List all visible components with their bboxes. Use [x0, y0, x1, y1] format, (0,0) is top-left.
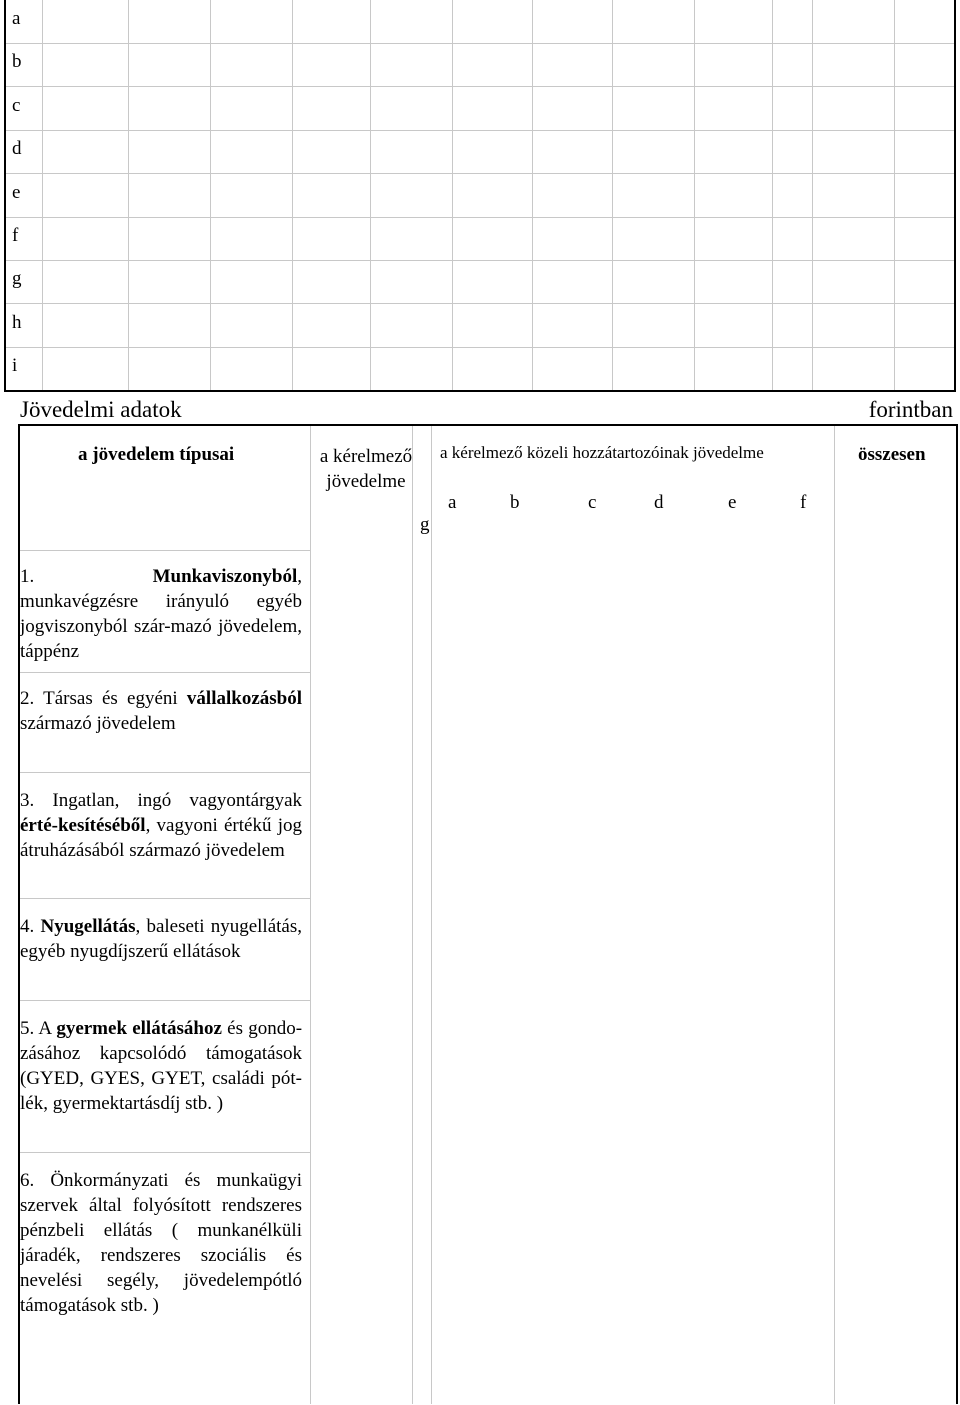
header-member-letter: g	[420, 514, 430, 535]
header-applicant-income: a kérelmező jövedelme	[319, 446, 413, 492]
header-member-letter: b	[510, 492, 520, 513]
top-grid	[4, 0, 956, 392]
header-member-letter: c	[588, 492, 597, 513]
grid-line	[694, 0, 695, 390]
top-grid-row-label: c	[12, 94, 21, 116]
column-divider	[310, 426, 311, 1404]
header-member-letter: f	[800, 492, 807, 513]
header-income-type: a jövedelem típusai	[78, 444, 235, 465]
grid-line	[128, 0, 129, 390]
row-text-segment: Munkaviszonyból	[34, 566, 298, 587]
top-grid-row-label: b	[12, 51, 22, 73]
income-row-property-sale	[20, 788, 302, 863]
row-divider	[20, 1000, 310, 1001]
row-text-segment: Nyugellátás	[34, 916, 136, 937]
row-text-segment: és gondo-zásához kapcsolódó támogatások (GYED, GYES, GYET, családi pót-lék, gyermektartásdíj stb. )	[20, 1018, 303, 1114]
header-member-letter: e	[728, 492, 737, 513]
row-text-segment: , munkavégzésre irányuló egyéb jogviszonyból szár-mazó jövedelem, táppénz	[20, 566, 302, 662]
grid-line	[772, 0, 773, 390]
row-number: 4.	[20, 916, 35, 937]
row-text-segment: vállalkozásból	[186, 688, 302, 709]
header-relatives-income: a kérelmező közeli hozzátartozóinak jövedelme	[440, 443, 764, 462]
section-title: Jövedelmi adatok	[20, 397, 182, 422]
row-number: 3.	[20, 790, 35, 811]
row-divider	[20, 550, 310, 551]
row-divider	[20, 772, 310, 773]
grid-line	[532, 0, 533, 390]
top-grid-row-label: a	[12, 8, 21, 29]
row-text-segment: A	[34, 1018, 57, 1039]
grid-line	[894, 0, 895, 390]
grid-line	[292, 0, 293, 390]
row-number: 2.	[20, 688, 35, 709]
row-text-segment: származó jövedelem	[20, 713, 176, 734]
grid-line	[812, 0, 813, 390]
header-total: összesen	[858, 444, 926, 465]
row-text-segment: Társas és egyéni	[34, 688, 187, 709]
top-grid-row-label: e	[12, 181, 21, 203]
row-text-segment: Önkormányzati és munkaügyi szervek által folyósított rendszeres pénzbeli ellátás ( munkanélküli járadék, rendszeres szociális és nevelési segély, jövedelempótló támogatások stb. )	[20, 1170, 302, 1316]
column-divider	[834, 426, 835, 1404]
row-text-segment: Ingatlan, ingó vagyontárgyak	[34, 790, 302, 811]
income-row-employment	[20, 564, 302, 664]
top-grid-row-label: f	[12, 225, 19, 246]
row-text-segment: érté-kesítéséből	[20, 815, 146, 836]
grid-line	[42, 0, 43, 390]
top-grid-row-label: h	[12, 311, 22, 333]
top-grid-row-label: g	[12, 268, 22, 290]
income-row-enterprise	[20, 686, 302, 736]
row-number: 6.	[20, 1170, 35, 1191]
top-grid-row-label: d	[12, 138, 22, 160]
row-divider	[20, 898, 310, 899]
header-member-letter: d	[654, 492, 664, 513]
income-row-pension	[20, 914, 302, 964]
row-divider	[20, 672, 310, 673]
row-text-segment: , vagyoni értékű jog átruházásából származó jövedelem	[20, 815, 302, 861]
top-grid-row-label: i	[12, 355, 18, 377]
grid-line	[612, 0, 613, 390]
row-number: 1.	[20, 566, 35, 587]
column-divider	[412, 426, 413, 1404]
unit-label: forintban	[868, 397, 953, 422]
row-text-segment: gyermek ellátásához	[56, 1018, 222, 1039]
row-number: 5.	[20, 1018, 35, 1039]
grid-line	[370, 0, 371, 390]
row-text-segment: , baleseti nyugellátás, egyéb nyugdíjszerű ellátások	[20, 916, 303, 962]
grid-line	[452, 0, 453, 390]
grid-line	[210, 0, 211, 390]
income-table	[18, 424, 958, 1404]
column-divider	[431, 426, 432, 1404]
income-row-municipal-benefit	[20, 1168, 302, 1318]
income-row-child-support	[20, 1016, 302, 1116]
row-divider	[20, 1152, 310, 1153]
header-member-letter: a	[448, 492, 457, 513]
